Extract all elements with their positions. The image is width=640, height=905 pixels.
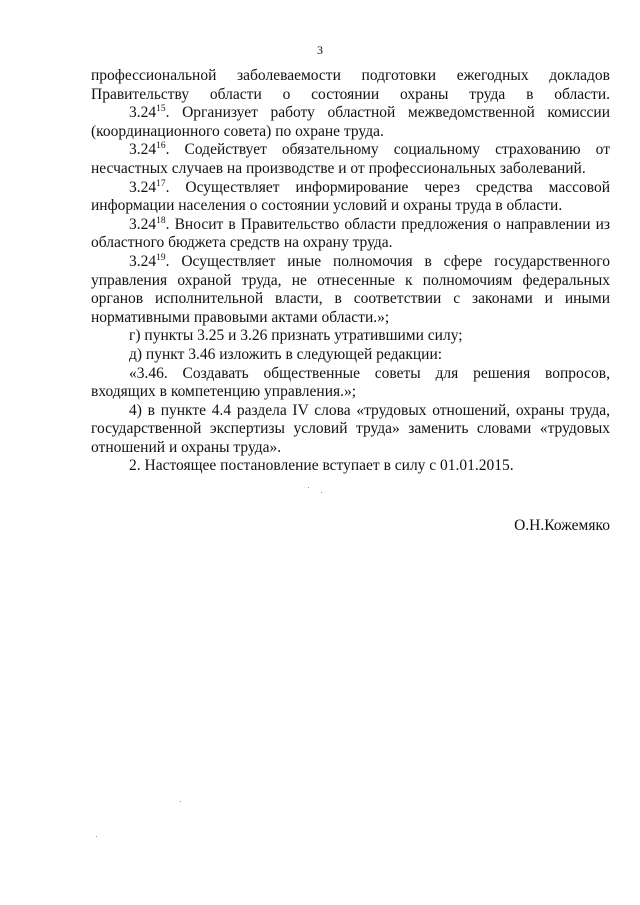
paragraph-text: 4) в пункте 4.4 раздела IV слова «трудовых отношений, охраны труда, государственной экспертизы условий труда» заменить словами «трудовых отношений и охраны труда». (91, 401, 610, 456)
paragraph-item-3-24-17 (91, 179, 610, 216)
paragraph-item-3-24-18 (91, 216, 610, 253)
page-number: 3 (317, 43, 323, 57)
scan-speck (321, 492, 322, 493)
paragraph-text: . Содействует обязательному социальному страхованию от несчастных случаев на производстве и от профессиональных заболеваний. (91, 141, 610, 177)
paragraph-item-3-24-15 (91, 104, 610, 141)
scan-speck (96, 836, 97, 837)
scan-speck (180, 801, 181, 802)
item-number: 3.24 (129, 215, 157, 233)
paragraph-text: «3.46. Создавать общественные советы для решения вопросов, входящих в компетенцию управления.»; (91, 364, 610, 401)
item-number: 3.24 (129, 252, 157, 270)
paragraph-quote-3-46 (91, 365, 610, 402)
item-superscript: 18 (156, 215, 166, 226)
document-body (91, 67, 610, 476)
paragraph-item-3-24-16 (91, 141, 610, 178)
paragraph-text: г) пункты 3.25 и 3.26 признать утратившими силу; (129, 327, 463, 345)
item-superscript: 15 (156, 104, 166, 115)
paragraph-text: . Осуществляет информирование через средства массовой информации населения о состоянии условий и охраны труда в области. (91, 178, 610, 215)
item-number: 3.24 (129, 141, 157, 159)
scan-speck (308, 487, 309, 488)
paragraph-text: профессиональной заболеваемости подготовки ежегодных докладов Правительству области о состоянии охраны труда в области. (91, 67, 610, 103)
item-superscript: 17 (156, 178, 166, 189)
item-number: 3.24 (129, 178, 157, 196)
paragraph-item-4 (91, 402, 610, 458)
paragraph-item-g (91, 327, 610, 346)
paragraph-text: . Вносит в Правительство области предложения о направлении из областного бюджета средств на охрану труда. (91, 215, 610, 252)
paragraph-text: . Осуществляет иные полномочия в сфере государственного управления охраной труда, не отнесенные к полномочиям федеральных органов исполнительной власти, в соответствии с законами и иными нормативными правовыми актами области.»; (91, 252, 610, 326)
signature-name: О.Н.Кожемяко (514, 517, 610, 534)
paragraph-text: . Организует работу областной межведомственной комиссии (координационного совета) по охране труда. (91, 104, 610, 140)
paragraph-text: д) пункт 3.46 изложить в следующей редакции: (129, 345, 443, 363)
paragraph-effective-date (91, 457, 610, 476)
item-superscript: 19 (156, 252, 166, 263)
paragraph-item-3-24-19 (91, 253, 610, 327)
paragraph-continuation (91, 67, 610, 104)
item-number: 3.24 (129, 104, 157, 122)
item-superscript: 16 (156, 141, 166, 152)
paragraph-item-d (91, 346, 610, 365)
paragraph-text: 2. Настоящее постановление вступает в силу с 01.01.2015. (129, 457, 514, 475)
